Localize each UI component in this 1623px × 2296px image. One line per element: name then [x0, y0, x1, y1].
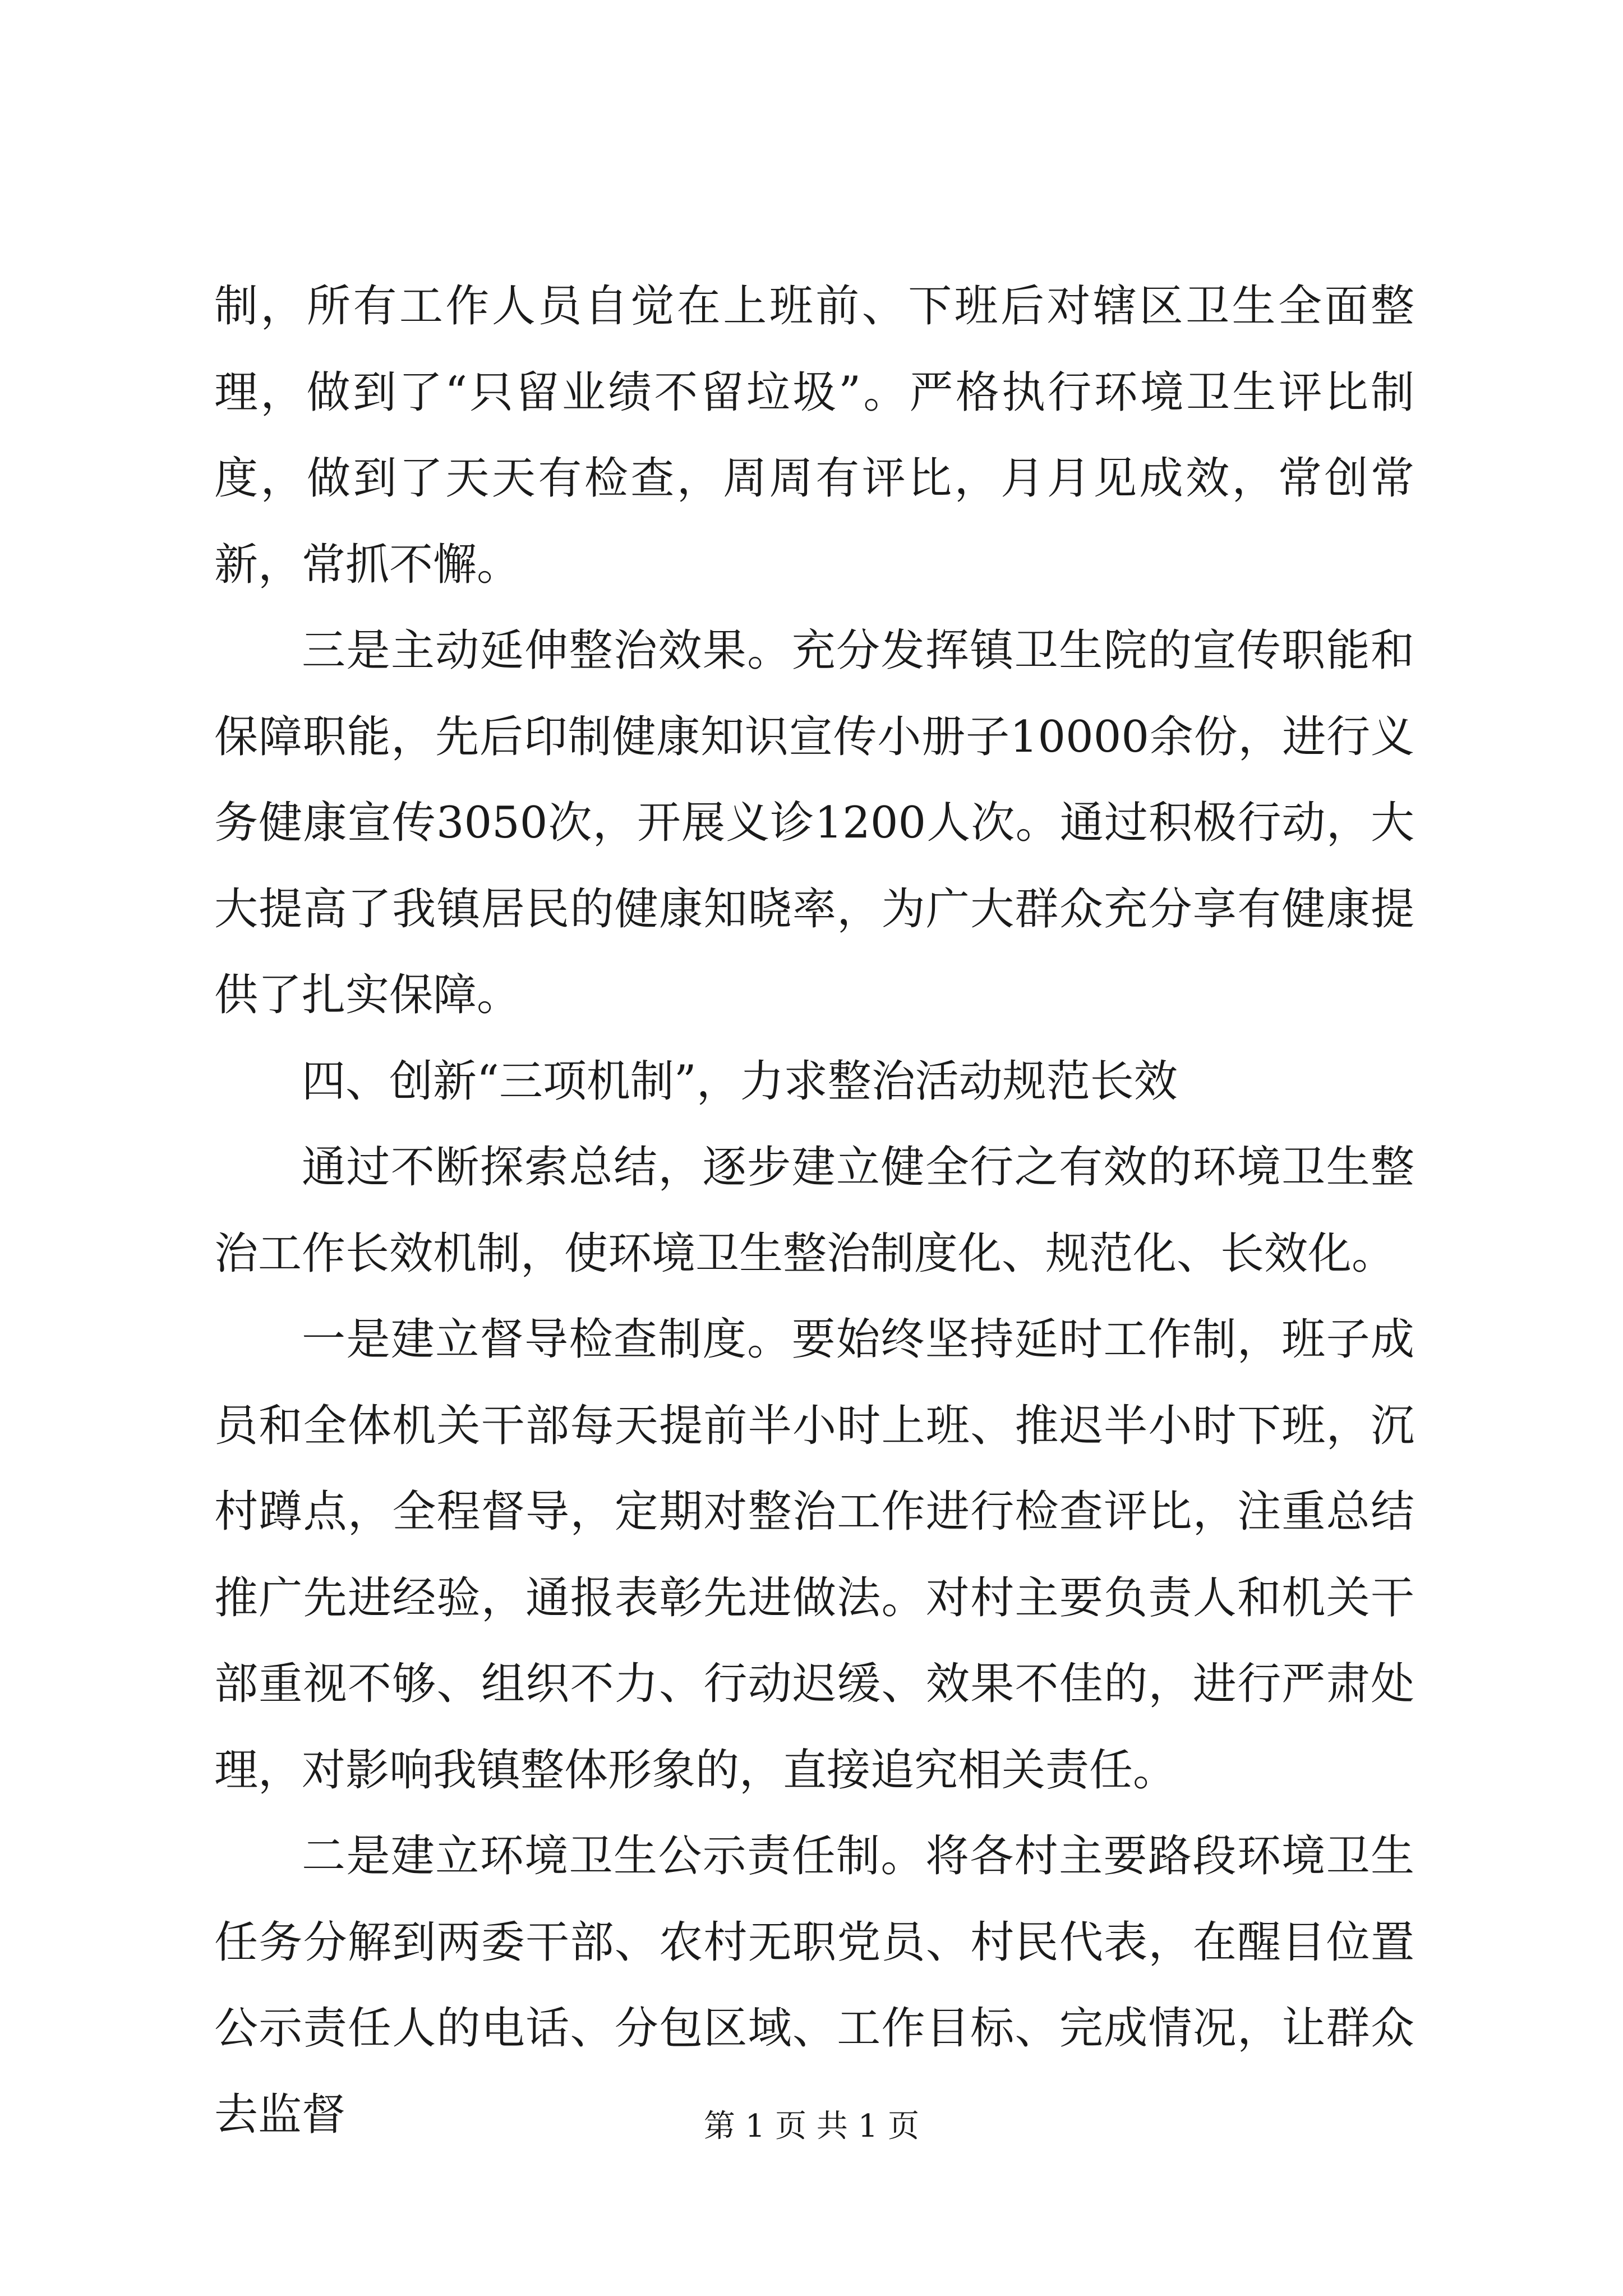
- document-body: [214, 264, 1414, 2158]
- paragraph-6: 二是建立环境卫生公示责任制。将各村主要路段环境卫生任务分解到两委干部、农村无职党员、村民代表，在醒目位置公示责任人的电话、分包区域、工作目标、完成情况，让群众去监督: [214, 1831, 1414, 2140]
- page-footer: 第 1 页 共 1 页: [703, 2108, 920, 2145]
- section-heading-4: 四、创新“三项机制”，力求整治活动规范长效: [302, 1056, 1178, 1107]
- paragraph-5: 一是建立督导检查制度。要始终坚持延时工作制，班子成员和全体机关干部每天提前半小时上班、推迟半小时下班，沉村蹲点，全程督导，定期对整治工作进行检查评比，注重总结推广先进经验，通报表彰先进做法。对村主要负责人和机关干部重视不够、组织不力、行动迟缓、效果不佳的，进行严肃处理，对影响我镇整体形象的，直接追究相关责任。: [214, 1314, 1414, 1796]
- paragraph-4: 通过不断探索总结，逐步建立健全行之有效的环境卫生整治工作长效机制，使环境卫生整治制度化、规范化、长效化。: [214, 1142, 1414, 1279]
- paragraph-1: 制，所有工作人员自觉在上班前、下班后对辖区卫生全面整理，做到了“只留业绩不留垃圾”。严格执行环境卫生评比制度，做到了天天有检查，周周有评比，月月见成效，常创常新，常抓不懈。: [214, 281, 1414, 590]
- paragraph-2: 三是主动延伸整治效果。充分发挥镇卫生院的宣传职能和保障职能，先后印制健康知识宣传小册子10000余份，进行义务健康宣传3050次，开展义诊1200人次。通过积极行动，大大提高了我镇居民的健康知晓率，为广大群众充分享有健康提供了扎实保障。: [214, 625, 1414, 1020]
